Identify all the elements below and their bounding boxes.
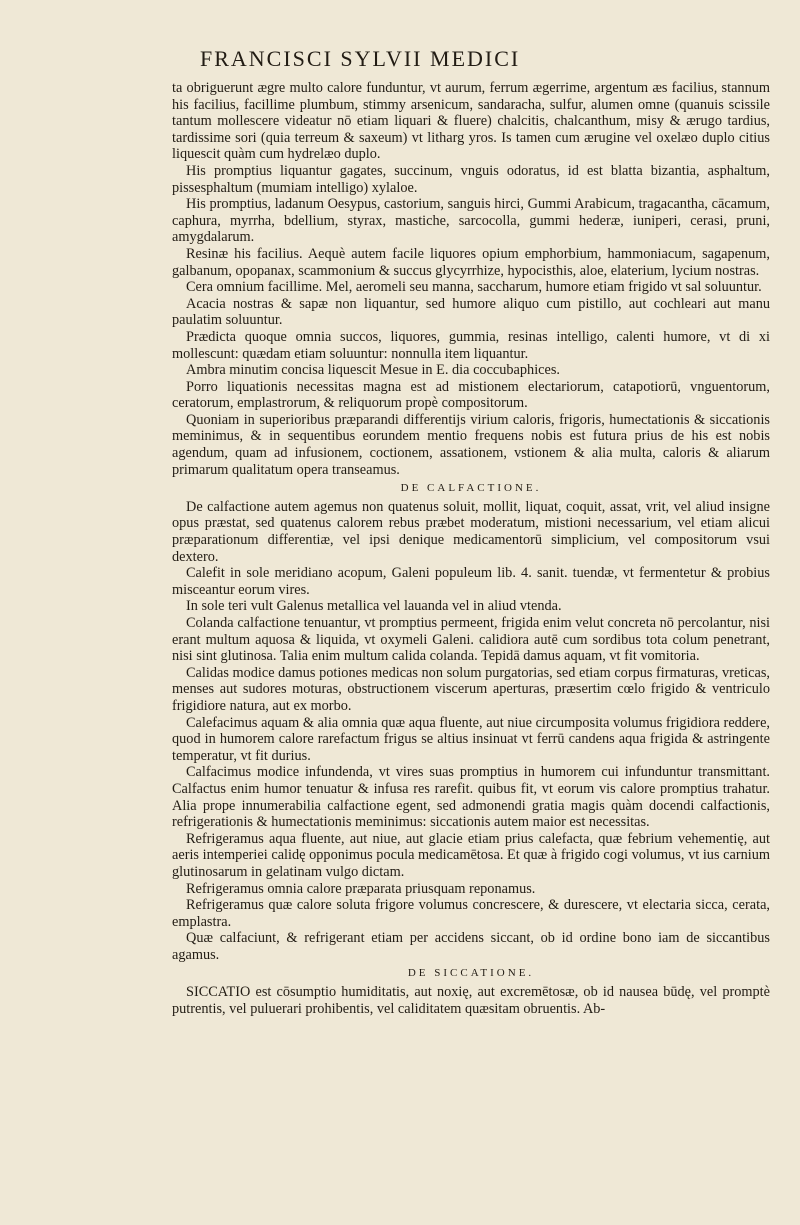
paragraph: Acacia nostras & sapæ non liquantur, sed humore aliquo cum pistillo, aut cochleari aut manu paulatim soluuntur. <box>172 295 770 329</box>
paragraph: Refrigeramus aqua fluente, aut niue, aut glacie etiam prius calefacta, quæ febrium vehementię, aut aeris intemperiei calidę opponimus pocula medicamētosa. Et quæ à frigido cogi volumus, vt ius carnium glutinosarum in gelatinam vulgo dictam. <box>172 830 770 880</box>
running-head: FRANCISCI SYLVII MEDICI <box>200 46 521 71</box>
paragraph: Prædicta quoque omnia succos, liquores, gummia, resinas intelligo, calenti humore, vt di xi mollescunt: quædam etiam soluuntur: nonnulla item liquantur. <box>172 328 770 362</box>
paragraph: His promptius liquantur gagates, succinum, vnguis odoratus, id est blatta bizantia, asphaltum, pissesphaltum (mumiam intelligo) xylaloe. <box>172 162 770 196</box>
paragraph: Calfacimus modice infundenda, vt vires suas promptius in humorem cui infunduntur transmittant. Calfactus enim humor tenuatur & infusa res rarefit. quibus fit, vt eorum vis calore promptius trahatur. Alia prope innumerabilia calfactione egent, sed admonendi gratia magis quàm docendi calfactionis, refrigerationis & humectationis meminimus: siccationis autem maior est necessitas. <box>172 764 770 831</box>
body-text <box>172 80 770 1017</box>
paragraph: Calefit in sole meridiano acopum, Galeni populeum lib. 4. sanit. tuendæ, vt fermentetur & probius misceantur eorum vires. <box>172 565 770 598</box>
paragraph: Resinæ his facilius. Aequè autem facile liquores opium emphorbium, hammoniacum, sagapenum, galbanum, opopanax, scammonium & succus glycyrrhize, hypocisthis, aloe, elaterium, lycium nostras. <box>172 245 770 279</box>
paragraph: Calidas modice damus potiones medicas non solum purgatorias, sed etiam corpus firmaturas, vreticas, menses aut sudores moturas, obstructionem viscerum aperturas, præsertim cœlo frigido & ventriculo frigidiore natura, aut ex morbo. <box>172 664 770 714</box>
paragraph: Quoniam in superioribus præparandi differentijs virium caloris, frigoris, humectationis & siccationis meminimus, & in sequentibus eorundem mentio frequens nobis est futura prius de his est nobis agendum, quam ad infusionem, coctionem, assationem, vstionem & alia multa, caloris & aliarum primarum qualitatum opera transeamus. <box>172 411 770 478</box>
paragraph: Quæ calfaciunt, & refrigerant etiam per accidens siccant, ob id ordine bono iam de siccantibus agamus. <box>172 930 770 963</box>
paragraph: Calefacimus aquam & alia omnia quæ aqua fluente, aut niue circumposita volumus frigidiora reddere, quod in humorem calore rarefactum frigus se altius insinuat vt ferrū candens aqua frigida & astringente temperatur, vt fit durius. <box>172 714 770 764</box>
paragraph: SICCATIO est cōsumptio humiditatis, aut noxię, aut excremētosæ, ob id nausea būdę, vel promptè putrentis, vel puluerari prohibentis, vel caliditatem quæsitam obruentis. Ab- <box>172 984 770 1017</box>
paragraph: In sole teri vult Galenus metallica vel lauanda vel in aliud vtenda. <box>186 598 562 615</box>
paragraph: Refrigeramus omnia calore præparata priusquam reponamus. <box>186 880 536 897</box>
paragraph: Cera omnium facillime. Mel, aeromeli seu manna, saccharum, humore etiam frigido vt sal soluuntur. <box>186 279 762 296</box>
paragraph: His promptius, ladanum Oesypus, castorium, sanguis hirci, Gummi Arabicum, tragacantha, cācamum, caphura, myrrha, bdellium, styrax, mastiche, sarcocolla, gummi hederæ, iuniperi, cerasi, pruni, amygdalarum. <box>172 196 770 246</box>
paragraph: Colanda calfactione tenuantur, vt promptius permeent, frigida enim velut concreta nō percolantur, nisi erant multum aquosa & liquida, vt oxymeli Galeni. calidiora autē cum sordibus tota colum penetrant, nisi sint glutinosa. Talia enim multum calida colanda. Tepidā damus aquam, vt fit vomitoria. <box>172 615 770 665</box>
section-heading: DE SICCATIONE. <box>407 967 535 980</box>
paragraph: Refrigeramus quæ calore soluta frigore volumus concrescere, & durescere, vt electaria sicca, cerata, emplastra. <box>172 897 770 930</box>
paragraph: Porro liquationis necessitas magna est ad mistionem electariorum, catapotiorū, vnguentorum, ceratorum, emplastrorum, & reliquorum propè compositorum. <box>172 378 770 412</box>
paragraph: ta obriguerunt ægre multo calore funduntur, vt aurum, ferrum ægerrime, argentum æs facilius, stannum his facilius, facillime plumbum, stimmy arsenicum, sandaracha, sulfur, alumen omne (quanuis scissile tantum mollescere videatur nō etiam liquari & fluere) chalcitis, chalcanthum, misy & ærugo tardius, tardissime sori (quia terreum & saxeum) vt litharg yros. Is tamen cum ærugine vel oxelæo duplo citius liquescit quàm cum hydrelæo duplo. <box>172 80 770 163</box>
section-heading: DE CALFACTIONE. <box>400 482 542 495</box>
paragraph: De calfactione autem agemus non quatenus soluit, mollit, liquat, coquit, assat, vrit, vel aliud insigne opus præstat, sed quatenus calorem rebus præbet moderatum, mistioni necessarium, vel etiam alicui præparationum differentiæ, vel ipsi denique medicamentorū simplicium, vel compositorum vsui dextero. <box>172 498 770 565</box>
paragraph: Ambra minutim concisa liquescit Mesue in E. dia coccubaphices. <box>186 362 560 379</box>
